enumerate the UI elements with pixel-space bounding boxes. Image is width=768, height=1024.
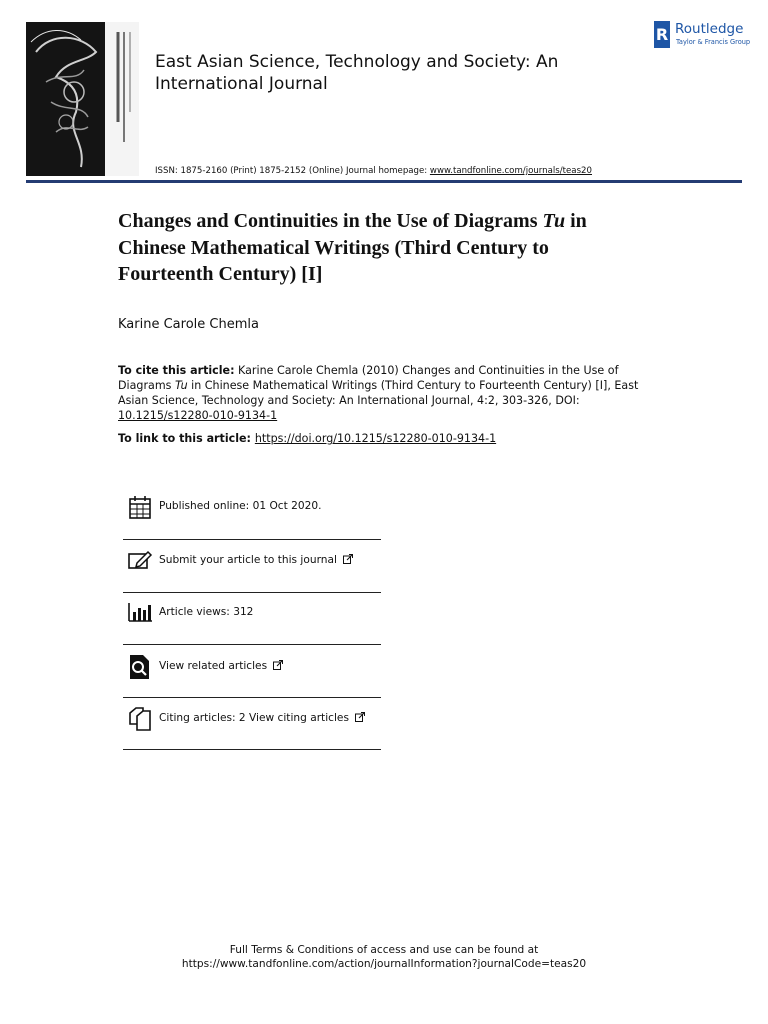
divider — [123, 644, 381, 645]
citation-label: To cite this article: — [118, 364, 235, 377]
bar-chart-icon — [127, 600, 153, 626]
publisher-group: Taylor & Francis Group — [676, 38, 751, 46]
article-title: Changes and Continuities in the Use of Diagrams Tu in Chinese Mathematical Writings (Third Century to Fourteenth Century) [I] — [118, 210, 587, 285]
footer-terms-link[interactable]: https://www.tandfonline.com/action/journalInformation?journalCode=teas20 — [181, 958, 587, 970]
doi-link[interactable]: 10.1215/s12280-010-9134-1 — [118, 409, 278, 422]
published-online-label: Published online: 01 Oct 2020. — [159, 500, 322, 512]
link-block — [118, 431, 646, 446]
routledge-logo-icon — [654, 21, 670, 48]
article-doi-link[interactable]: https://doi.org/10.1215/s12280-010-9134-1 — [254, 432, 497, 445]
journal-title: East Asian Science, Technology and Society: An International Journal — [155, 52, 559, 94]
header-divider — [26, 180, 742, 183]
publisher-name: Routledge — [675, 21, 744, 37]
divider — [123, 749, 381, 750]
copy-icon — [127, 706, 153, 732]
citing-articles-link[interactable]: Citing articles: 2 View citing articles — [159, 712, 349, 724]
link-label: To link to this article: — [118, 432, 255, 445]
search-document-icon — [127, 654, 153, 680]
svg-text:R: R — [655, 25, 669, 44]
cover-artwork — [26, 22, 139, 176]
external-link-icon — [343, 554, 353, 564]
related-articles-link[interactable]: View related articles — [159, 660, 268, 672]
journal-homepage-link[interactable]: www.tandfonline.com/journals/teas20 — [429, 166, 592, 176]
citing-articles-row[interactable] — [123, 706, 381, 758]
submit-article-link[interactable]: Submit your article to this journal — [159, 554, 337, 566]
related-articles-row[interactable] — [123, 654, 381, 706]
calendar-icon — [127, 494, 153, 520]
article-views-label: Article views: 312 — [159, 606, 254, 618]
footer-terms-text: Full Terms & Conditions of access and use can be found at — [229, 944, 539, 956]
journal-cover-image — [26, 22, 139, 176]
divider — [123, 697, 381, 698]
issn-text: ISSN: 1875-2160 (Print) 1875-2152 (Online) Journal homepage: — [155, 166, 430, 176]
divider — [123, 539, 381, 540]
divider — [123, 592, 381, 593]
author-name: Karine Carole Chemla — [118, 317, 259, 332]
external-link-icon — [273, 660, 283, 670]
footer — [0, 943, 768, 971]
edit-icon — [127, 548, 153, 574]
citation-block: To cite this article: Karine Carole Chemla (2010) Changes and Continuities in the Use of Diagrams Tu in Chinese Mathematical Writings (Third Century to Fourteenth Century) [I], East Asian Science, Technology and Society: An International Journal, 4:2, 303-326, DOI: 10.1215/s12280-010-9134-1 — [118, 364, 639, 422]
external-link-icon — [355, 712, 365, 722]
issn-line — [155, 166, 592, 176]
